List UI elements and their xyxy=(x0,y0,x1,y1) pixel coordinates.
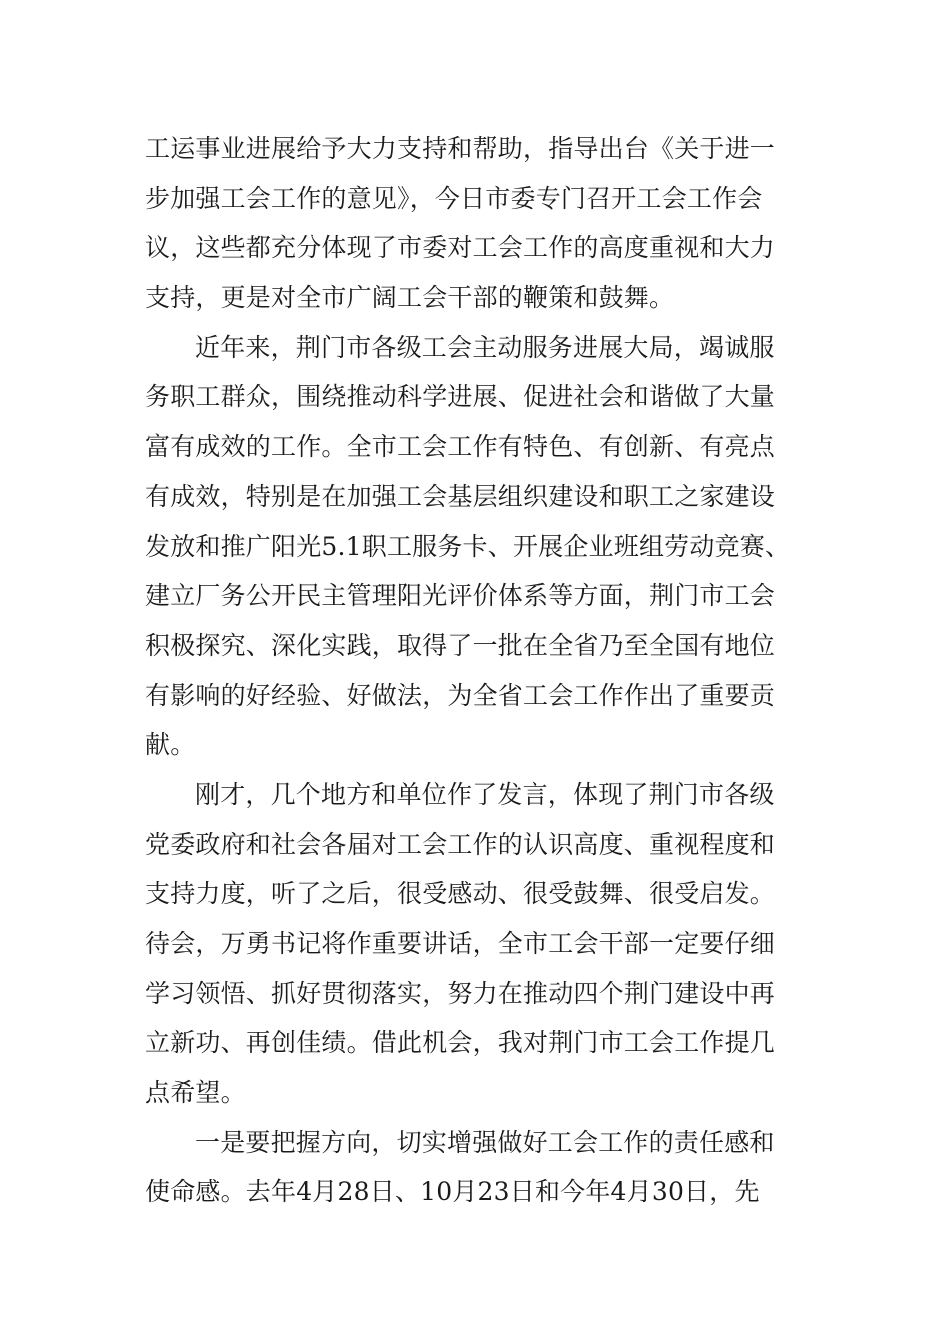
paragraph-first-line: 刚才，几个地方和单位作了发言，体现了荆门市各级 xyxy=(195,779,775,809)
paragraph-first-line: 近年来，荆门市各级工会主动服务进展大局，竭诚服 xyxy=(195,332,775,362)
text-line: 工运事业进展给予大力支持和帮助，指导出台《关于进一 xyxy=(145,134,776,163)
text-line: 议，这些都充分体现了市委对工会工作的高度重视和大力 xyxy=(145,233,776,263)
text-line: 积极探究、深化实践，取得了一批在全省乃至全国有地位 xyxy=(145,630,776,660)
text-line: 有影响的好经验、好做法，为全省工会工作作出了重要贡 xyxy=(145,680,776,710)
text-line: 学习领悟、抓好贯彻落实，努力在推动四个荆门建设中再 xyxy=(145,978,776,1008)
text-line: 立新功、再创佳绩。借此机会，我对荆门市工会工作提几 xyxy=(145,1028,776,1058)
text-line: 党委政府和社会各届对工会工作的认识高度、重视程度和 xyxy=(145,829,776,859)
text-line: 支持力度，听了之后，很受感动、很受鼓舞、很受启发。 xyxy=(145,879,776,909)
paragraph-first-line: 一是要把握方向，切实增强做好工会工作的责任感和 xyxy=(195,1127,775,1157)
text-line: 支持，更是对全市广阔工会干部的鞭策和鼓舞。 xyxy=(145,283,675,313)
text-line: 务职工群众，围绕推动科学进展、促进社会和谐做了大量 xyxy=(145,382,776,412)
text-line: 待会，万勇书记将作重要讲话，全市工会干部一定要仔细 xyxy=(145,929,776,958)
document-body xyxy=(145,124,805,1217)
text-line: 富有成效的工作。全市工会工作有特色、有创新、有亮点 xyxy=(145,432,776,462)
text-line: 有成效，特别是在加强工会基层组织建设和职工之家建设 xyxy=(145,481,776,511)
text-line: 建立厂务公开民主管理阳光评价体系等方面，荆门市工会 xyxy=(145,581,776,611)
text-line: 发放和推广阳光5.1职工服务卡、开展企业班组劳动竞赛、 xyxy=(145,531,791,561)
text-line: 使命感。去年4月28日、10月23日和今年4月30日，先 xyxy=(145,1177,760,1207)
text-line: 献。 xyxy=(145,730,196,760)
text-line: 步加强工会工作的意见》，今日市委专门召开工会工作会 xyxy=(145,183,763,213)
text-line: 点希望。 xyxy=(145,1078,246,1108)
